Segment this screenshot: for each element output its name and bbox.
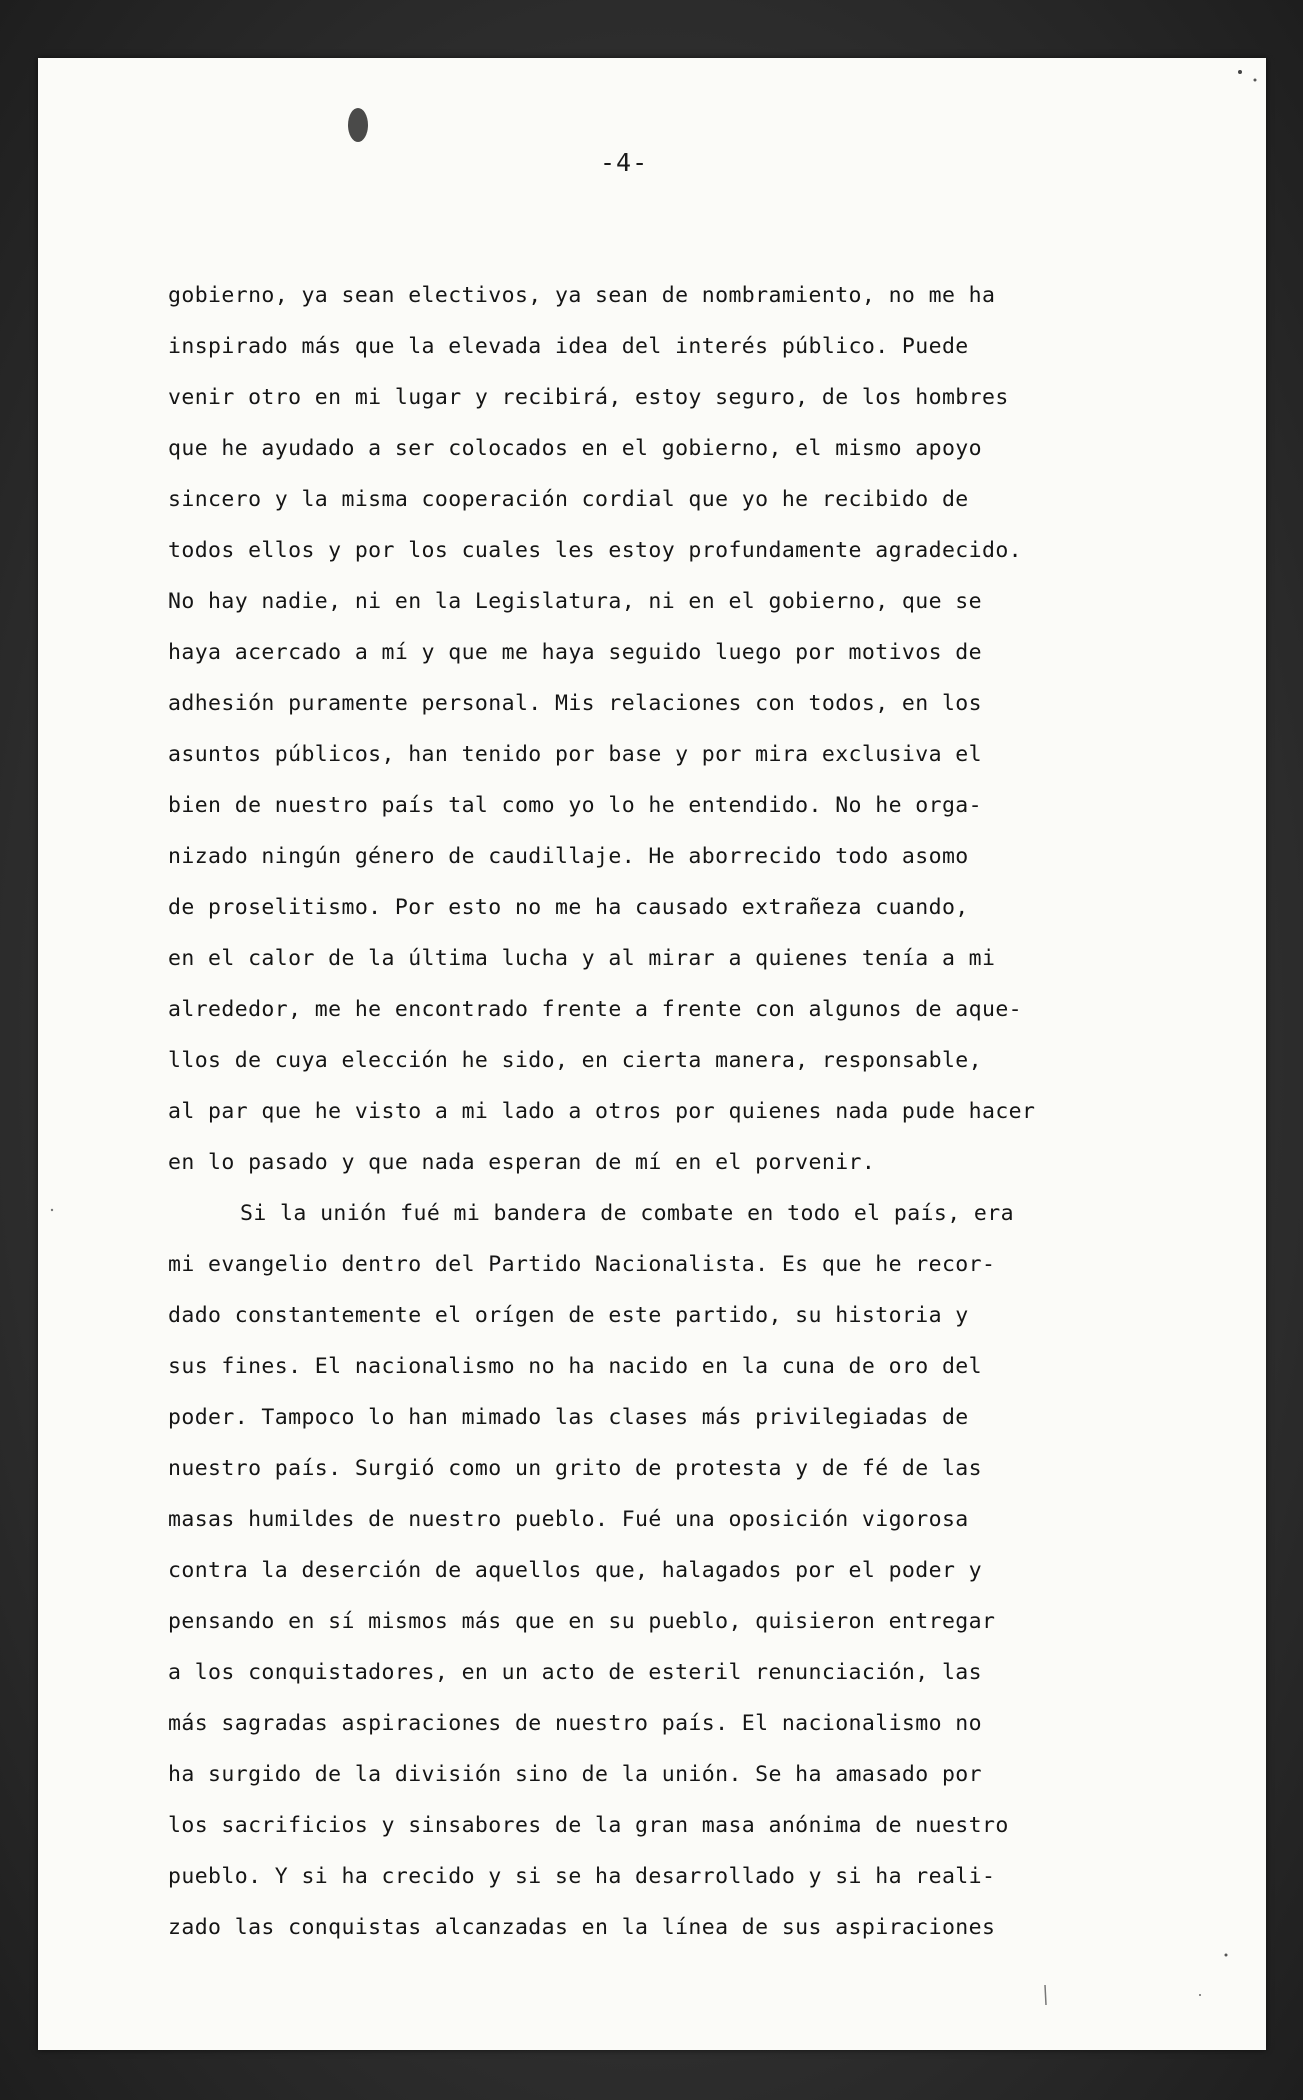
text-line: nizado ningún género de caudillaje. He aborrecido todo asomo (168, 844, 969, 869)
text-line: alrededor, me he encontrado frente a frente con algunos de aque- (168, 997, 1023, 1022)
text-line: sincero y la misma cooperación cordial que yo he recibido de (168, 487, 969, 512)
text-line: contra la deserción de aquellos que, halagados por el poder y (168, 1558, 982, 1583)
text-line: inspirado más que la elevada idea del interés público. Puede (168, 334, 969, 359)
text-line: ha surgido de la división sino de la unión. Se ha amasado por (168, 1762, 982, 1787)
text-line: Si la unión fué mi bandera de combate en todo el país, era (240, 1201, 1014, 1226)
text-line: haya acercado a mí y que me haya seguido luego por motivos de (168, 640, 982, 665)
body-text (168, 270, 1218, 1953)
text-line: mi evangelio dentro del Partido Nacionalista. Es que he recor- (168, 1252, 996, 1277)
text-line: bien de nuestro país tal como yo lo he entendido. No he orga- (168, 793, 982, 818)
text-line: sus fines. El nacionalismo no ha nacido en la cuna de oro del (168, 1354, 982, 1379)
text-line: zado las conquistas alcanzadas en la línea de sus aspiraciones (168, 1915, 996, 1940)
text-line: que he ayudado a ser colocados en el gobierno, el mismo apoyo (168, 436, 982, 461)
text-line: adhesión puramente personal. Mis relaciones con todos, en los (168, 691, 982, 716)
text-line: No hay nadie, ni en la Legislatura, ni en el gobierno, que se (168, 589, 982, 614)
text-line: de proselitismo. Por esto no me ha causado extrañeza cuando, (168, 895, 969, 920)
text-line: poder. Tampoco lo han mimado las clases más privilegiadas de (168, 1405, 969, 1430)
page-number: -4- (600, 148, 649, 177)
text-line: gobierno, ya sean electivos, ya sean de nombramiento, no me ha (168, 283, 996, 308)
text-line: a los conquistadores, en un acto de esteril renunciación, las (168, 1660, 982, 1685)
text-line: nuestro país. Surgió como un grito de protesta y de fé de las (168, 1456, 982, 1481)
text-line: masas humildes de nuestro pueblo. Fué una oposición vigorosa (168, 1507, 969, 1532)
text-line: todos ellos y por los cuales les estoy profundamente agradecido. (168, 538, 1023, 563)
text-line: pensando en sí mismos más que en su pueblo, quisieron entregar (168, 1609, 996, 1634)
text-line: llos de cuya elección he sido, en cierta manera, responsable, (168, 1048, 982, 1073)
text-line: en lo pasado y que nada esperan de mí en el porvenir. (168, 1150, 876, 1175)
text-line: venir otro en mi lugar y recibirá, estoy seguro, de los hombres (168, 385, 1009, 410)
text-line: al par que he visto a mi lado a otros por quienes nada pude hacer (168, 1099, 1036, 1124)
text-line: dado constantemente el orígen de este partido, su historia y (168, 1303, 969, 1328)
text-line: más sagradas aspiraciones de nuestro país. El nacionalismo no (168, 1711, 982, 1736)
text-line: pueblo. Y si ha crecido y si se ha desarrollado y si ha reali- (168, 1864, 996, 1889)
text-line: asuntos públicos, han tenido por base y por mira exclusiva el (168, 742, 982, 767)
text-line: en el calor de la última lucha y al mirar a quienes tenía a mi (168, 946, 996, 971)
punch-hole-mark (348, 108, 368, 142)
text-line: los sacrificios y sinsabores de la gran masa anónima de nuestro (168, 1813, 1009, 1838)
